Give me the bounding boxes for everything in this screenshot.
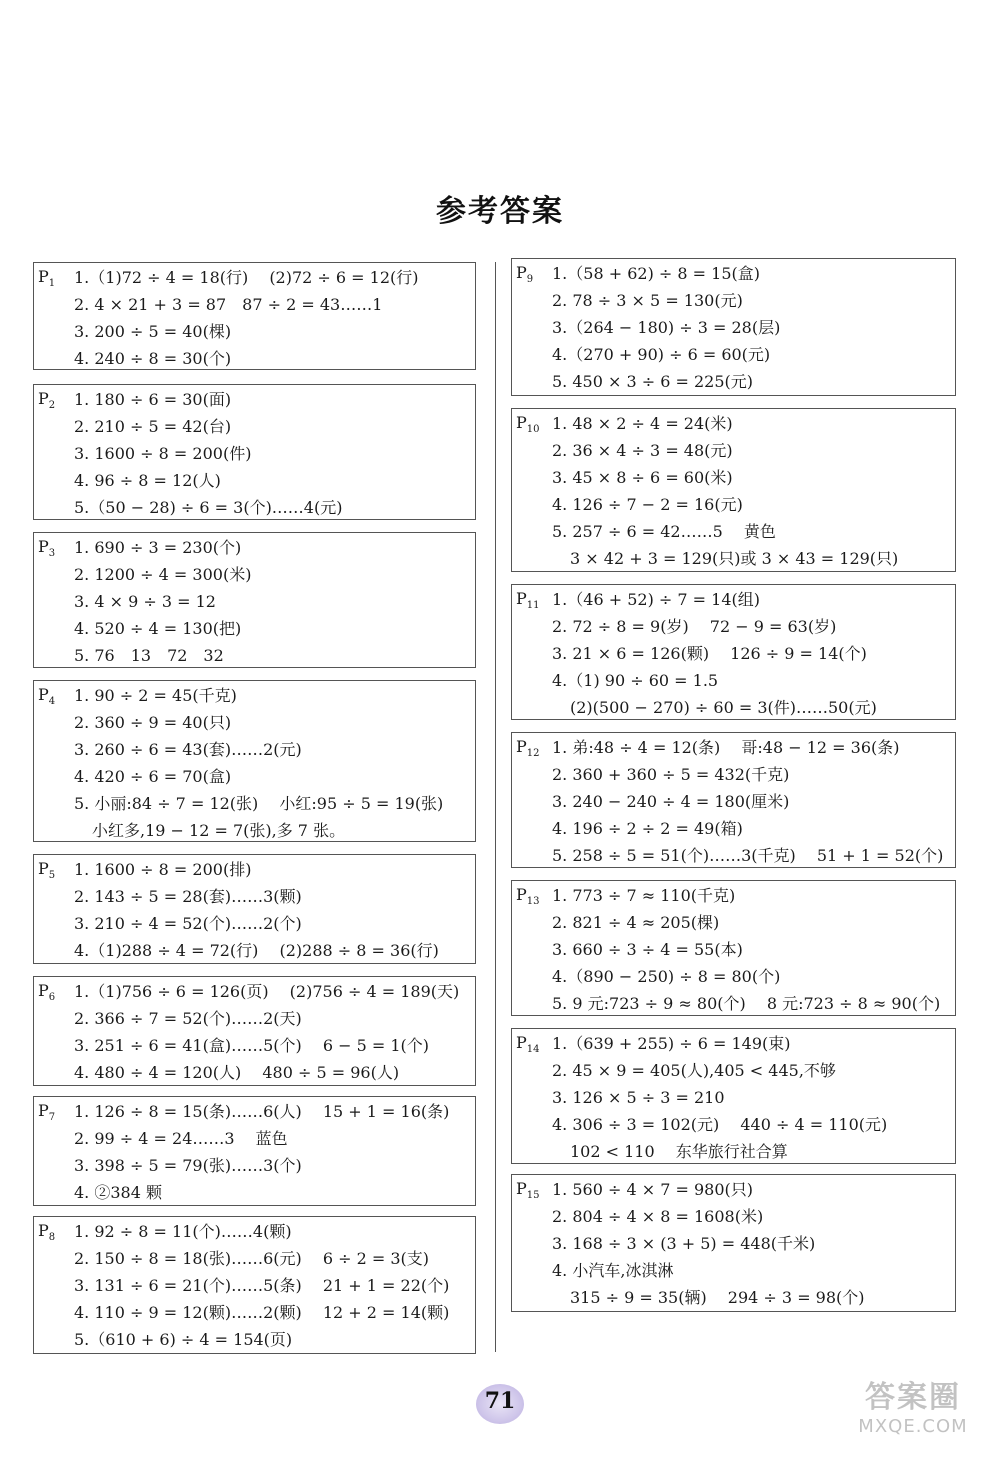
page-label-number: 1 — [48, 278, 56, 290]
page-label-letter: P — [38, 981, 49, 1000]
answer-line: 2. 366 ÷ 7 = 52(个)……2(天) — [74, 1009, 302, 1028]
answer-line: 5. 76 13 72 32 — [74, 646, 224, 665]
page-label-letter: P — [516, 1033, 527, 1052]
answer-line: 5. 258 ÷ 5 = 51(个)……3(千克) 51 + 1 = 52(个) — [552, 846, 944, 865]
answer-line: 2. 804 ÷ 4 × 8 = 1608(米) — [552, 1207, 764, 1226]
page-label-number: 6 — [48, 992, 56, 1004]
page-label-letter: P — [516, 737, 527, 756]
answer-line: 4.（1) 90 ÷ 60 = 1.5 — [552, 671, 719, 690]
answer-line: 2. 4 × 21 + 3 = 87 87 ÷ 2 = 43……1 — [74, 295, 383, 314]
page-label — [516, 413, 540, 435]
page-label-number: 13 — [526, 896, 540, 908]
answer-line: 102 < 110 东华旅行社合算 — [570, 1142, 788, 1161]
page-label — [38, 1101, 55, 1123]
answer-line: 4. 520 ÷ 4 = 130(把) — [74, 619, 242, 638]
page-label — [516, 263, 533, 285]
answer-line: 4. 110 ÷ 9 = 12(颗)……2(颗) 12 + 2 = 14(颗) — [74, 1303, 450, 1322]
answer-line: 5. 小丽:84 ÷ 7 = 12(张) 小红:95 ÷ 5 = 19(张) — [74, 794, 444, 813]
page-label-number: 10 — [526, 424, 540, 436]
answer-line: 5.（610 + 6) ÷ 4 = 154(页) — [74, 1330, 293, 1349]
answer-box-p6 — [33, 976, 476, 1086]
page-label-number: 14 — [526, 1044, 540, 1056]
answer-line: 1.（639 + 255) ÷ 6 = 149(束) — [552, 1034, 791, 1053]
answer-line: 1. 48 × 2 ÷ 4 = 24(米) — [552, 414, 733, 433]
answer-line: 1. 560 ÷ 4 × 7 = 980(只) — [552, 1180, 754, 1199]
page-label-number: 12 — [526, 748, 540, 760]
page-label-letter: P — [38, 685, 49, 704]
page-label — [38, 537, 55, 559]
answer-line: 2. 360 ÷ 9 = 40(只) — [74, 713, 232, 732]
answer-line: 3. 660 ÷ 3 ÷ 4 = 55(本) — [552, 940, 743, 959]
answer-line: 2. 150 ÷ 8 = 18(张)……6(元) 6 ÷ 2 = 3(支) — [74, 1249, 430, 1268]
answer-box-p14 — [511, 1028, 956, 1164]
page-label-number: 15 — [526, 1190, 540, 1202]
answer-box-p13 — [511, 880, 956, 1016]
answer-line: 3. 45 × 8 ÷ 6 = 60(米) — [552, 468, 733, 487]
answer-line: 5. 9 元:723 ÷ 9 ≈ 80(个) 8 元:723 ÷ 8 ≈ 90(个) — [552, 994, 941, 1013]
answer-line: 3. 200 ÷ 5 = 40(棵) — [74, 322, 232, 341]
answer-line: 3. 21 × 6 = 126(颗) 126 ÷ 9 = 14(个) — [552, 644, 867, 663]
answer-line: 1.（46 + 52) ÷ 7 = 14(组) — [552, 590, 760, 609]
answer-line: 3. 1600 ÷ 8 = 200(件) — [74, 444, 252, 463]
answer-line: 3. 251 ÷ 6 = 41(盒)……5(个) 6 − 5 = 1(个) — [74, 1036, 430, 1055]
page-label-number: 3 — [48, 548, 56, 560]
answer-line: 1.（1)72 ÷ 4 = 18(行) (2)72 ÷ 6 = 12(行) — [74, 268, 419, 287]
answer-line: 5. 450 × 3 ÷ 6 = 225(元) — [552, 372, 754, 391]
page-label-number: 5 — [48, 870, 56, 882]
answer-line: 4.（890 − 250) ÷ 8 = 80(个) — [552, 967, 781, 986]
page-label-number: 8 — [48, 1232, 56, 1244]
answer-line: 5.（50 − 28) ÷ 6 = 3(个)……4(元) — [74, 498, 343, 517]
answer-line: 4. 96 ÷ 8 = 12(人) — [74, 471, 221, 490]
answer-line: 1. 92 ÷ 8 = 11(个)……4(颗) — [74, 1222, 292, 1241]
answer-box-p2 — [33, 384, 476, 520]
answer-box-p7 — [33, 1096, 476, 1206]
answer-box-p5 — [33, 854, 476, 964]
page-label-letter: P — [38, 1101, 49, 1120]
page-label-number: 4 — [48, 696, 56, 708]
answer-line: 1.（58 + 62) ÷ 8 = 15(盒) — [552, 264, 760, 283]
answer-line: 4.（270 + 90) ÷ 6 = 60(元) — [552, 345, 771, 364]
page-label-letter: P — [516, 885, 527, 904]
answer-line: 3.（264 − 180) ÷ 3 = 28(层) — [552, 318, 781, 337]
page-label-letter: P — [38, 389, 49, 408]
answer-line: 3. 131 ÷ 6 = 21(个)……5(条) 21 + 1 = 22(个) — [74, 1276, 450, 1295]
page-title: 参考答案 — [436, 194, 564, 229]
page-label — [516, 1033, 540, 1055]
answer-line: 3. 398 ÷ 5 = 79(张)……3(个) — [74, 1156, 302, 1175]
page-number: 71 — [484, 1388, 516, 1414]
page-label — [516, 737, 540, 759]
page-label-number: 2 — [48, 400, 56, 412]
answer-line: 2. 72 ÷ 8 = 9(岁) 72 − 9 = 63(岁) — [552, 617, 837, 636]
answer-line: 315 ÷ 9 = 35(辆) 294 ÷ 3 = 98(个) — [570, 1288, 865, 1307]
page-label-letter: P — [38, 267, 49, 286]
page-label — [516, 1179, 540, 1201]
page-number-badge — [468, 1376, 532, 1432]
page-label-number: 7 — [48, 1112, 56, 1124]
page-label — [38, 389, 55, 411]
answer-line: 4. 126 ÷ 7 − 2 = 16(元) — [552, 495, 743, 514]
page-label-letter: P — [38, 859, 49, 878]
answer-box-p11 — [511, 584, 956, 720]
answer-line: 4. 420 ÷ 6 = 70(盒) — [74, 767, 232, 786]
answer-line: 2. 36 × 4 ÷ 3 = 48(元) — [552, 441, 733, 460]
page-label — [38, 1221, 55, 1243]
page-label-letter: P — [38, 1221, 49, 1240]
page-label-letter: P — [516, 1179, 527, 1198]
page-label — [516, 589, 540, 611]
page-label-letter: P — [38, 537, 49, 556]
watermark-sub-text: MXQE.COM — [858, 1416, 968, 1437]
answer-box-p9 — [511, 258, 956, 396]
answer-box-p4 — [33, 680, 476, 842]
page-label — [38, 859, 55, 881]
page-label — [516, 885, 540, 907]
answer-line: 4. 480 ÷ 4 = 120(人) 480 ÷ 5 = 96(人) — [74, 1063, 400, 1082]
answer-box-p10 — [511, 408, 956, 572]
answer-line: 3. 260 ÷ 6 = 43(套)……2(元) — [74, 740, 302, 759]
answer-line: 4. 小汽车,冰淇淋 — [552, 1261, 674, 1280]
answer-line: 1.（1)756 ÷ 6 = 126(页) (2)756 ÷ 4 = 189(天) — [74, 982, 460, 1001]
answer-line: 4. 240 ÷ 8 = 30(个) — [74, 349, 232, 368]
answer-line: 2. 1200 ÷ 4 = 300(米) — [74, 565, 252, 584]
page-label — [38, 981, 55, 1003]
answer-line: (2)(500 − 270) ÷ 60 = 3(件)……50(元) — [570, 698, 877, 717]
page-label — [38, 685, 55, 707]
answer-line: 2. 360 + 360 ÷ 5 = 432(千克) — [552, 765, 790, 784]
answer-box-p3 — [33, 532, 476, 668]
answer-line: 2. 99 ÷ 4 = 24……3 蓝色 — [74, 1129, 288, 1148]
answer-line: 4. 196 ÷ 2 ÷ 2 = 49(箱) — [552, 819, 743, 838]
answer-line: 4.（1)288 ÷ 4 = 72(行) (2)288 ÷ 8 = 36(行) — [74, 941, 439, 960]
answer-line: 3. 240 − 240 ÷ 4 = 180(厘米) — [552, 792, 790, 811]
answer-line: 1. 773 ÷ 7 ≈ 110(千克) — [552, 886, 736, 905]
answer-line: 3. 210 ÷ 4 = 52(个)……2(个) — [74, 914, 302, 933]
watermark-logo — [838, 1372, 988, 1442]
page-label-letter: P — [516, 263, 527, 282]
column-divider — [495, 262, 496, 1352]
answer-line: 3. 4 × 9 ÷ 3 = 12 — [74, 592, 216, 611]
answer-line: 5. 257 ÷ 6 = 42……5 黄色 — [552, 522, 776, 541]
answer-box-p12 — [511, 732, 956, 868]
answer-line: 1. 1600 ÷ 8 = 200(排) — [74, 860, 252, 879]
page-label-letter: P — [516, 589, 527, 608]
answer-line: 1. 690 ÷ 3 = 230(个) — [74, 538, 242, 557]
answer-box-p15 — [511, 1174, 956, 1312]
answer-line: 1. 90 ÷ 2 = 45(千克) — [74, 686, 237, 705]
watermark-main-text: 答案圈 — [865, 1380, 961, 1415]
answer-line: 2. 210 ÷ 5 = 42(台) — [74, 417, 232, 436]
page-label-letter: P — [516, 413, 527, 432]
answer-line: 1. 126 ÷ 8 = 15(条)……6(人) 15 + 1 = 16(条) — [74, 1102, 450, 1121]
answer-line: 4. 306 ÷ 3 = 102(元) 440 ÷ 4 = 110(元) — [552, 1115, 888, 1134]
answer-line: 2. 45 × 9 = 405(人),405 < 445,不够 — [552, 1061, 836, 1080]
answer-box-p1 — [33, 262, 476, 370]
answer-line: 2. 143 ÷ 5 = 28(套)……3(颗) — [74, 887, 302, 906]
answer-box-p8 — [33, 1216, 476, 1354]
answer-line: 4. ②384 颗 — [74, 1183, 162, 1202]
page-label-number: 9 — [526, 274, 534, 286]
answer-line: 3 × 42 + 3 = 129(只)或 3 × 43 = 129(只) — [570, 549, 899, 568]
answer-line: 3. 126 × 5 ÷ 3 = 210 — [552, 1088, 725, 1107]
answer-line: 1. 弟:48 ÷ 4 = 12(条) 哥:48 − 12 = 36(条) — [552, 738, 900, 757]
answer-line: 2. 821 ÷ 4 ≈ 205(棵) — [552, 913, 720, 932]
answer-line: 1. 180 ÷ 6 = 30(面) — [74, 390, 232, 409]
page-label — [38, 267, 55, 289]
page-label-number: 11 — [526, 600, 540, 612]
answer-line: 2. 78 ÷ 3 × 5 = 130(元) — [552, 291, 743, 310]
answer-line: 3. 168 ÷ 3 × (3 + 5) = 448(千米) — [552, 1234, 816, 1253]
answer-line: 小红多,19 − 12 = 7(张),多 7 张。 — [92, 821, 346, 840]
